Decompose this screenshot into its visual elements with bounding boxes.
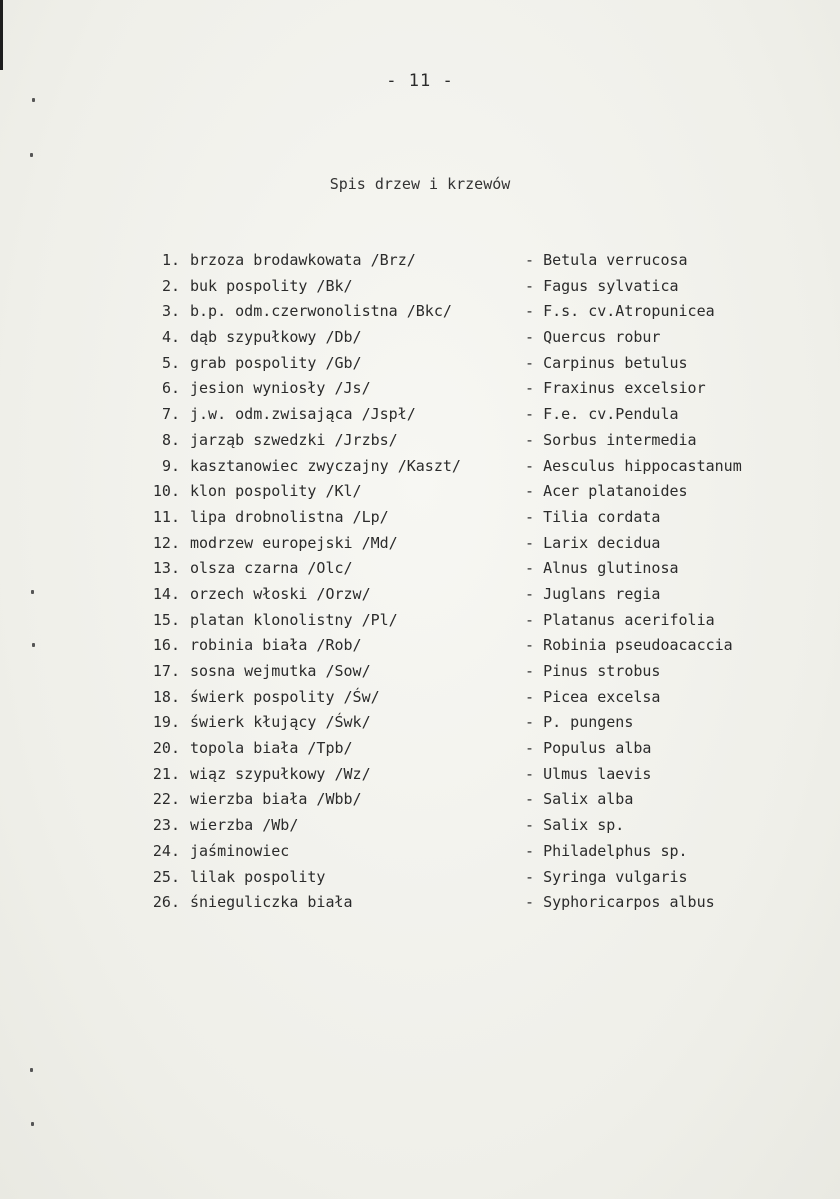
list-item bbox=[0, 610, 840, 636]
list-item bbox=[0, 661, 840, 687]
item-number: 11. bbox=[152, 507, 180, 526]
page-number: - 11 - bbox=[386, 71, 454, 91]
polish-name: sosna wejmutka /Sow/ bbox=[190, 662, 371, 680]
list-item bbox=[0, 353, 840, 379]
item-number: 4. bbox=[161, 328, 180, 347]
item-number: 8. bbox=[161, 430, 180, 449]
latin-name: - Carpinus betulus bbox=[525, 353, 688, 373]
list-item bbox=[0, 558, 840, 584]
list-item bbox=[0, 327, 840, 353]
latin-name: - Quercus robur bbox=[525, 327, 660, 347]
latin-name: - Aesculus hippocastanum bbox=[525, 456, 742, 476]
latin-name: - Betula verrucosa bbox=[525, 250, 688, 270]
item-number: 14. bbox=[152, 584, 180, 603]
list-item bbox=[0, 892, 840, 918]
polish-name: wiąz szypułkowy /Wz/ bbox=[190, 764, 371, 783]
latin-name: - Syringa vulgaris bbox=[525, 867, 688, 887]
item-number: 22. bbox=[152, 790, 180, 809]
latin-name: - Picea excelsa bbox=[525, 687, 660, 707]
polish-name: buk pospolity /Bk/ bbox=[190, 276, 353, 295]
latin-name: - Populus alba bbox=[525, 738, 651, 758]
latin-name: - Robinia pseudoacaccia bbox=[525, 635, 733, 655]
polish-name: świerk kłujący /Śwk/ bbox=[190, 713, 371, 732]
margin-speck bbox=[30, 1068, 33, 1072]
list-item bbox=[0, 250, 840, 276]
list-item bbox=[0, 815, 840, 841]
latin-name: - Fraxinus excelsior bbox=[525, 378, 706, 398]
item-number: 5. bbox=[161, 353, 180, 372]
page-edge-shadow bbox=[0, 0, 3, 70]
polish-name: brzoza brodawkowata /Brz/ bbox=[190, 251, 416, 269]
polish-name: lilak pospolity bbox=[190, 867, 326, 886]
latin-name: - Sorbus intermedia bbox=[525, 430, 697, 450]
polish-name: wierzba /Wb/ bbox=[190, 816, 299, 835]
polish-name: robinia biała /Rob/ bbox=[190, 636, 362, 655]
polish-name: kasztanowiec zwyczajny /Kaszt/ bbox=[190, 456, 461, 475]
latin-name: - Fagus sylvatica bbox=[525, 276, 679, 296]
polish-name: dąb szypułkowy /Db/ bbox=[190, 328, 362, 347]
list-item bbox=[0, 687, 840, 713]
item-number: 25. bbox=[152, 867, 180, 886]
list-item bbox=[0, 456, 840, 482]
polish-name: jarząb szwedzki /Jrzbs/ bbox=[190, 430, 398, 449]
list-item bbox=[0, 378, 840, 404]
item-number: 9. bbox=[161, 456, 180, 475]
latin-name: - F.s. cv.Atropunicea bbox=[525, 301, 715, 321]
item-number: 2. bbox=[161, 276, 180, 295]
list-item bbox=[0, 867, 840, 893]
polish-name: b.p. odm.czerwonolistna /Bkc/ bbox=[190, 302, 452, 321]
margin-speck bbox=[31, 1122, 34, 1126]
item-number: 24. bbox=[152, 841, 180, 860]
item-number: 21. bbox=[152, 764, 180, 783]
list-item bbox=[0, 738, 840, 764]
polish-name: wierzba biała /Wbb/ bbox=[190, 790, 362, 809]
margin-speck bbox=[32, 98, 35, 102]
latin-name: - Alnus glutinosa bbox=[525, 558, 679, 578]
list-item bbox=[0, 533, 840, 559]
polish-name: jaśminowiec bbox=[190, 841, 290, 860]
polish-name: klon pospolity /Kl/ bbox=[190, 482, 362, 501]
list-item bbox=[0, 584, 840, 610]
latin-name: - Syphoricarpos albus bbox=[525, 892, 715, 912]
item-number: 16. bbox=[152, 636, 180, 655]
polish-name: świerk pospolity /Św/ bbox=[190, 687, 380, 706]
list-item bbox=[0, 276, 840, 302]
item-number: 20. bbox=[152, 739, 180, 758]
item-number: 23. bbox=[152, 816, 180, 835]
polish-name: śnieguliczka biała bbox=[190, 893, 353, 912]
latin-name: - P. pungens bbox=[525, 712, 633, 732]
item-number: 7. bbox=[161, 405, 180, 424]
polish-name: olsza czarna /Olc/ bbox=[190, 559, 353, 578]
list-item bbox=[0, 404, 840, 430]
list-item bbox=[0, 764, 840, 790]
latin-name: - Pinus strobus bbox=[525, 661, 660, 681]
item-number: 3. bbox=[161, 302, 180, 321]
species-list bbox=[0, 250, 840, 920]
list-item bbox=[0, 841, 840, 867]
latin-name: - F.e. cv.Pendula bbox=[525, 404, 679, 424]
item-number: 6. bbox=[161, 379, 180, 398]
item-number: 1. bbox=[161, 251, 180, 269]
latin-name: - Larix decidua bbox=[525, 533, 660, 553]
latin-name: - Platanus acerifolia bbox=[525, 610, 715, 630]
item-number: 19. bbox=[152, 713, 180, 732]
list-item bbox=[0, 430, 840, 456]
item-number: 26. bbox=[152, 893, 180, 912]
latin-name: - Tilia cordata bbox=[525, 507, 660, 527]
polish-name: j.w. odm.zwisająca /Jspł/ bbox=[190, 405, 416, 424]
polish-name: grab pospolity /Gb/ bbox=[190, 353, 362, 372]
list-item bbox=[0, 301, 840, 327]
margin-speck bbox=[30, 153, 33, 157]
latin-name: - Juglans regia bbox=[525, 584, 660, 604]
page-title: Spis drzew i krzewów bbox=[329, 175, 511, 193]
latin-name: - Acer platanoides bbox=[525, 481, 688, 501]
list-item bbox=[0, 481, 840, 507]
list-item bbox=[0, 712, 840, 738]
latin-name: - Salix sp. bbox=[525, 815, 624, 835]
polish-name: jesion wyniosły /Js/ bbox=[190, 379, 371, 398]
item-number: 18. bbox=[152, 687, 180, 706]
polish-name: orzech włoski /Orzw/ bbox=[190, 584, 371, 603]
polish-name: modrzew europejski /Md/ bbox=[190, 533, 398, 552]
item-number: 10. bbox=[152, 482, 180, 501]
polish-name: lipa drobnolistna /Lp/ bbox=[190, 507, 389, 526]
list-item bbox=[0, 635, 840, 661]
item-number: 12. bbox=[152, 533, 180, 552]
polish-name: topola biała /Tpb/ bbox=[190, 739, 353, 758]
item-number: 17. bbox=[152, 662, 180, 680]
latin-name: - Salix alba bbox=[525, 789, 633, 809]
latin-name: - Philadelphus sp. bbox=[525, 841, 688, 861]
polish-name: platan klonolistny /Pl/ bbox=[190, 610, 398, 629]
item-number: 15. bbox=[152, 610, 180, 629]
list-item bbox=[0, 507, 840, 533]
list-item bbox=[0, 789, 840, 815]
item-number: 13. bbox=[152, 559, 180, 578]
latin-name: - Ulmus laevis bbox=[525, 764, 651, 784]
